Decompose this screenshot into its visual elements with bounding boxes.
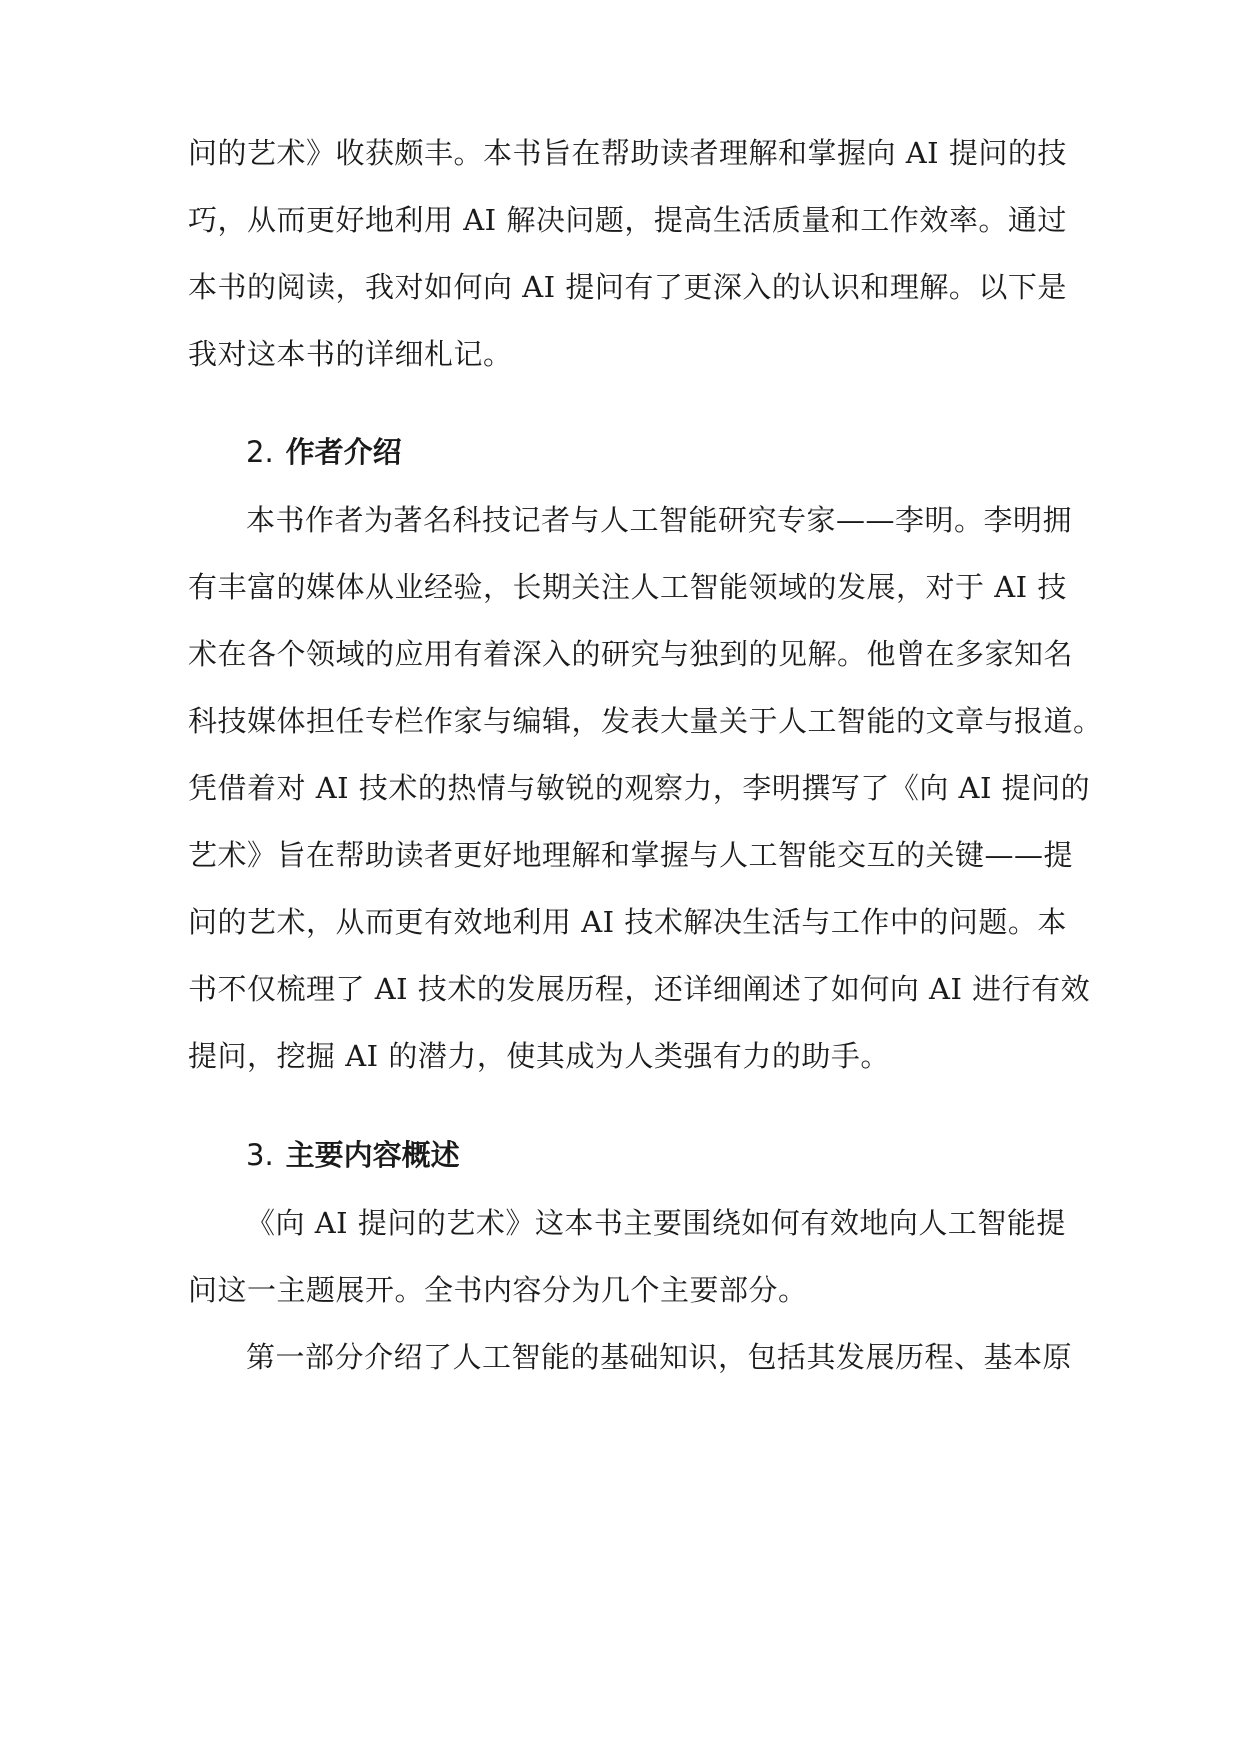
overview-line-1: 《向 AI 提问的艺术》这本书主要围绕如何有效地向人工智能提 [246,1206,1066,1240]
intro-line-4: 我对这本书的详细札记。 [188,337,513,371]
author-line-9: 提问，挖掘 AI 的潜力，使其成为人类强有力的助手。 [188,1039,890,1073]
intro-line-1: 问的艺术》收获颇丰。本书旨在帮助读者理解和掌握向 AI 提问的技 [188,136,1067,170]
heading-number: 3. [246,1138,274,1172]
author-line-5: 凭借着对 AI 技术的热情与敏锐的观察力，李明撰写了《向 AI 提问的 [188,771,1091,805]
part-one-line-1: 第一部分介绍了人工智能的基础知识，包括其发展历程、基本原 [246,1340,1073,1374]
overview-line-2: 问这一主题展开。全书内容分为几个主要部分。 [188,1273,808,1307]
heading-number: 2. [246,435,274,469]
author-line-3: 术在各个领域的应用有着深入的研究与独到的见解。他曾在多家知名 [188,637,1074,671]
section-heading-overview [246,1135,460,1175]
section-heading-author [246,432,402,472]
author-line-6: 艺术》旨在帮助读者更好地理解和掌握与人工智能交互的关键——提 [188,838,1074,872]
author-line-2: 有丰富的媒体从业经验，长期关注人工智能领域的发展，对于 AI 技 [188,570,1067,604]
author-line-8: 书不仅梳理了 AI 技术的发展历程，还详细阐述了如何向 AI 进行有效 [188,972,1091,1006]
author-line-7: 问的艺术，从而更有效地利用 AI 技术解决生活与工作中的问题。本 [188,905,1067,939]
intro-line-2: 巧，从而更好地利用 AI 解决问题，提高生活质量和工作效率。通过 [188,203,1067,237]
author-line-4: 科技媒体担任专栏作家与编辑，发表大量关于人工智能的文章与报道。 [188,704,1103,738]
heading-title: 作者介绍 [285,435,402,469]
author-line-1: 本书作者为著名科技记者与人工智能研究专家——李明。李明拥 [246,503,1073,537]
heading-title: 主要内容概述 [285,1138,460,1172]
intro-line-3: 本书的阅读，我对如何向 AI 提问有了更深入的认识和理解。以下是 [188,270,1067,304]
